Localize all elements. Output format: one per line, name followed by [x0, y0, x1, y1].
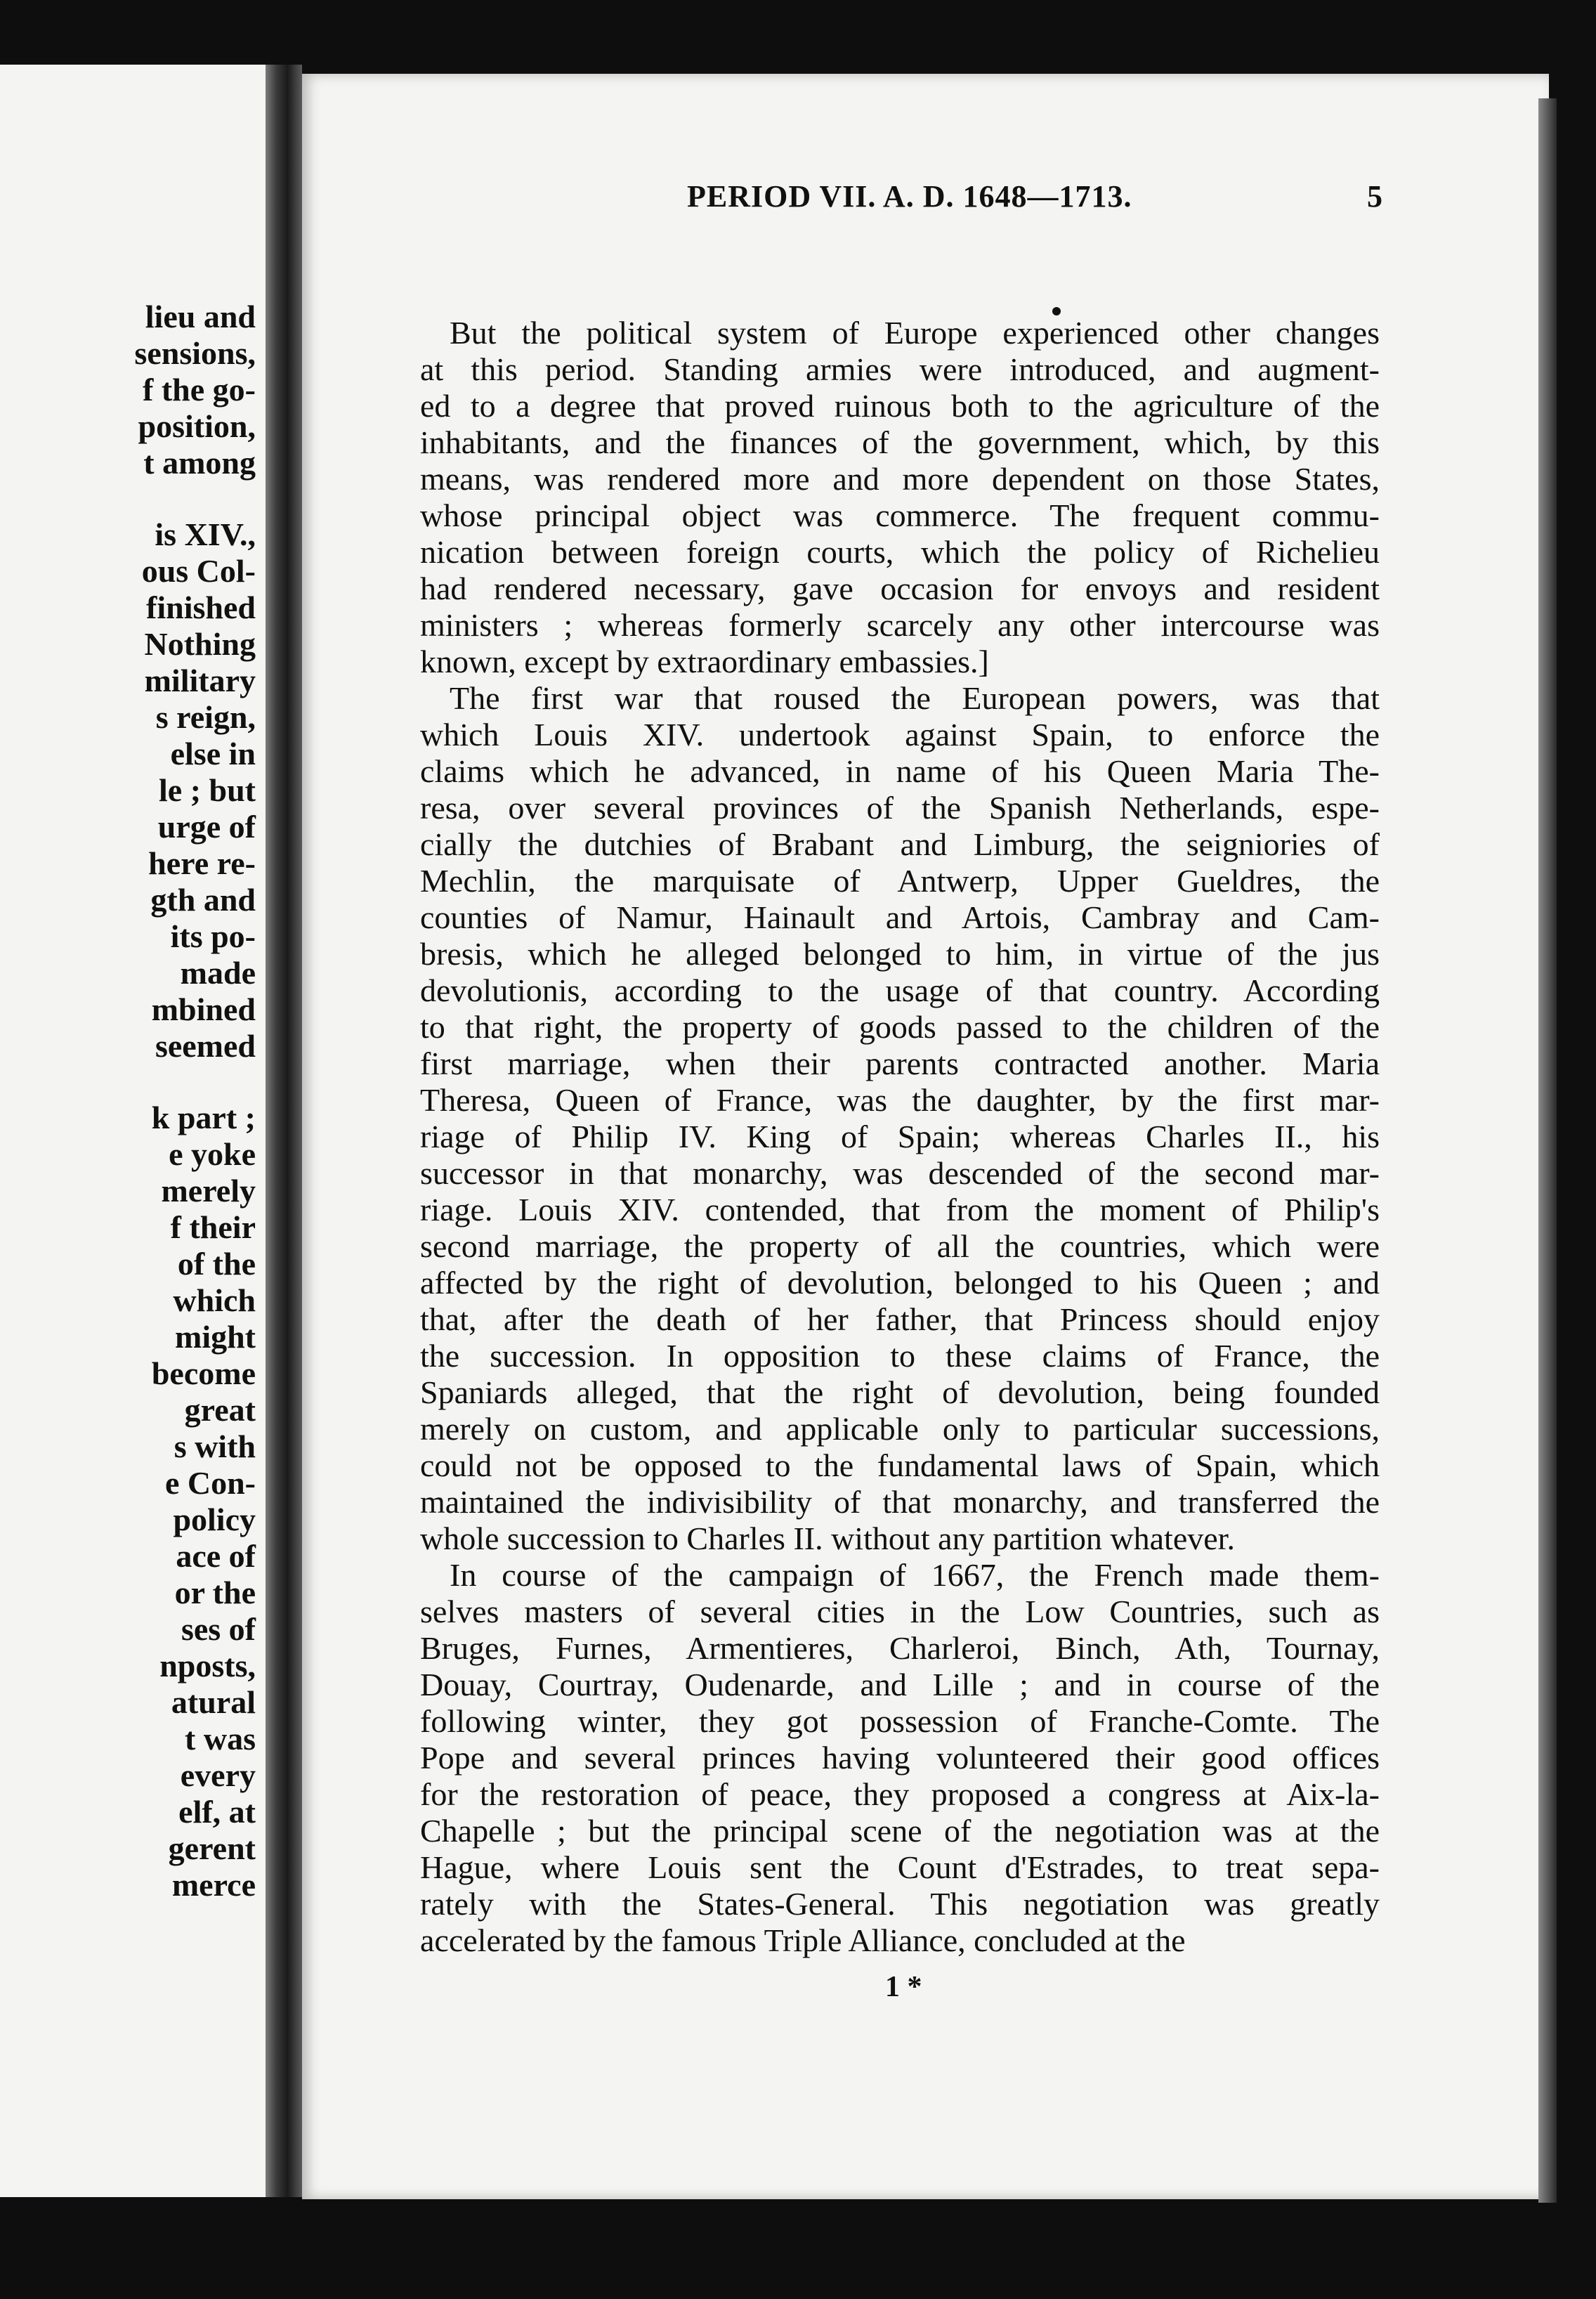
- left-page-line: f the go-: [143, 372, 256, 408]
- left-page-line: ace of: [176, 1538, 256, 1574]
- text-line: affected by the right of devolution, belonged to his Queen ; and: [420, 1265, 1380, 1301]
- text-line: claims which he advanced, in name of his Queen Maria The-: [420, 753, 1380, 789]
- left-page-line: le ; but: [159, 772, 256, 808]
- text-line: In course of the campaign of 1667, the French made them-: [450, 1557, 1380, 1593]
- text-line: whole succession to Charles II. without any partition whatever.: [420, 1520, 1235, 1556]
- text-line: counties of Namur, Hainault and Artois, Cambray and Cam-: [420, 899, 1380, 935]
- text-line: inhabitants, and the finances of the government, which, by this: [420, 424, 1380, 460]
- left-page-line: s reign,: [155, 699, 256, 735]
- text-line: The first war that roused the European powers, was that: [450, 680, 1380, 716]
- left-page-line: merely: [161, 1173, 256, 1209]
- text-line: Hague, where Louis sent the Count d'Estrades, to treat sepa-: [420, 1849, 1380, 1885]
- left-page-line: mbined: [151, 991, 256, 1027]
- book-gutter: [266, 65, 302, 2197]
- left-page-line: become: [151, 1355, 256, 1391]
- left-page-line: of the: [177, 1246, 256, 1282]
- left-page-line: e Con-: [164, 1465, 256, 1501]
- left-page-line: gth and: [150, 882, 256, 918]
- page-edge: [1538, 98, 1557, 2203]
- text-line: maintained the indivisibility of that monarchy, and transferred the: [420, 1484, 1380, 1520]
- left-page-line: k part ;: [151, 1100, 256, 1135]
- left-page-line: ses of: [181, 1611, 256, 1647]
- left-page-line: atural: [171, 1684, 256, 1720]
- text-line: first marriage, when their parents contracted another. Maria: [420, 1046, 1380, 1081]
- text-line: Spaniards alleged, that the right of devolution, being founded: [420, 1374, 1380, 1410]
- left-page-line: t among: [143, 445, 256, 481]
- text-line: which Louis XIV. undertook against Spain, to enforce the: [420, 717, 1380, 753]
- text-line: rately with the States-General. This negotiation was greatly: [420, 1886, 1380, 1922]
- text-line: nication between foreign courts, which the policy of Richelieu: [420, 534, 1380, 570]
- left-page-line: gerent: [168, 1830, 256, 1866]
- left-page-line: position,: [138, 408, 256, 444]
- left-page-line: merce: [171, 1867, 256, 1903]
- left-page-line: t was: [185, 1721, 256, 1757]
- text-line: But the political system of Europe experienced other changes: [450, 315, 1380, 351]
- text-line: Chapelle ; but the principal scene of the negotiation was at the: [420, 1813, 1380, 1849]
- left-page-line: f their: [170, 1209, 256, 1245]
- text-line: Mechlin, the marquisate of Antwerp, Upper Gueldres, the: [420, 863, 1380, 899]
- left-page-line: seemed: [155, 1028, 256, 1064]
- left-page-line: finished: [146, 590, 256, 625]
- left-page-line: elf, at: [178, 1794, 256, 1830]
- left-page-line: sensions,: [134, 335, 256, 371]
- text-line: whose principal object was commerce. The frequent commu-: [420, 497, 1380, 533]
- text-line: Douay, Courtray, Oudenarde, and Lille ; and in course of the: [420, 1667, 1380, 1702]
- left-page-line: lieu and: [145, 299, 256, 334]
- text-line: for the restoration of peace, they proposed a congress at Aix-la-: [420, 1776, 1380, 1812]
- left-page-line: nposts,: [159, 1648, 256, 1683]
- text-line: at this period. Standing armies were introduced, and augment-: [420, 351, 1380, 387]
- text-line: riage of Philip IV. King of Spain; whereas Charles II., his: [420, 1119, 1380, 1154]
- text-line: successor in that monarchy, was descended of the second mar-: [420, 1155, 1380, 1191]
- text-line: merely on custom, and applicable only to particular successions,: [420, 1411, 1380, 1447]
- left-page-line: Nothing: [144, 626, 256, 662]
- text-line: had rendered necessary, gave occasion for envoys and resident: [420, 571, 1380, 606]
- text-line: accelerated by the famous Triple Alliance, concluded at the: [420, 1922, 1186, 1958]
- text-line: to that right, the property of goods passed to the children of the: [420, 1009, 1380, 1045]
- text-line: following winter, they got possession of Franche-Comte. The: [420, 1703, 1380, 1739]
- left-page-line: urge of: [157, 809, 256, 845]
- text-line: second marriage, the property of all the countries, which were: [420, 1228, 1380, 1264]
- left-page-line: military: [144, 663, 256, 698]
- left-page-line: might: [175, 1319, 256, 1355]
- text-line: could not be opposed to the fundamental laws of Spain, which: [420, 1447, 1380, 1483]
- left-page-line: or the: [174, 1575, 256, 1610]
- text-line: bresis, which he alleged belonged to him, in virtue of the jus: [420, 936, 1380, 972]
- left-page-line: e yoke: [169, 1136, 256, 1172]
- text-line: cially the dutchies of Brabant and Limburg, the seigniories of: [420, 826, 1380, 862]
- text-line: Theresa, Queen of France, was the daughter, by the first mar-: [420, 1082, 1380, 1118]
- text-line: Bruges, Furnes, Armentieres, Charleroi, Binch, Ath, Tournay,: [420, 1630, 1380, 1666]
- left-page: [0, 65, 266, 2197]
- text-line: known, except by extraordinary embassies.]: [420, 644, 989, 679]
- running-head: PERIOD VII. A. D. 1648—1713.: [687, 179, 1132, 214]
- text-line: means, was rendered more and more dependent on those States,: [420, 461, 1380, 497]
- left-page-line: great: [184, 1392, 256, 1428]
- left-page-line: ous Col-: [141, 553, 256, 589]
- left-page-line: made: [180, 955, 256, 991]
- text-line: Pope and several princes having volunteered their good offices: [420, 1740, 1380, 1776]
- left-page-line: its po-: [170, 918, 256, 954]
- text-line: ed to a degree that proved ruinous both to the agriculture of the: [420, 388, 1380, 424]
- left-page-line: else in: [170, 736, 256, 771]
- text-line: resa, over several provinces of the Spanish Netherlands, espe-: [420, 790, 1380, 826]
- text-line: ministers ; whereas formerly scarcely any other intercourse was: [420, 607, 1380, 643]
- left-page-line: is XIV.,: [155, 516, 256, 552]
- page-number: 5: [1367, 179, 1383, 214]
- left-page-line: s with: [174, 1428, 256, 1464]
- text-line: selves masters of several cities in the Low Countries, such as: [420, 1594, 1380, 1629]
- text-line: riage. Louis XIV. contended, that from the moment of Philip's: [420, 1192, 1380, 1227]
- left-page-line: here re-: [148, 845, 256, 881]
- text-line: devolutionis, according to the usage of that country. According: [420, 972, 1380, 1008]
- left-page-line: policy: [173, 1502, 256, 1537]
- left-page-line: every: [180, 1757, 256, 1793]
- left-page-line: which: [173, 1282, 256, 1318]
- signature-mark: 1 *: [885, 1971, 922, 2003]
- text-line: the succession. In opposition to these claims of France, the: [420, 1338, 1380, 1374]
- text-line: that, after the death of her father, that Princess should enjoy: [420, 1301, 1380, 1337]
